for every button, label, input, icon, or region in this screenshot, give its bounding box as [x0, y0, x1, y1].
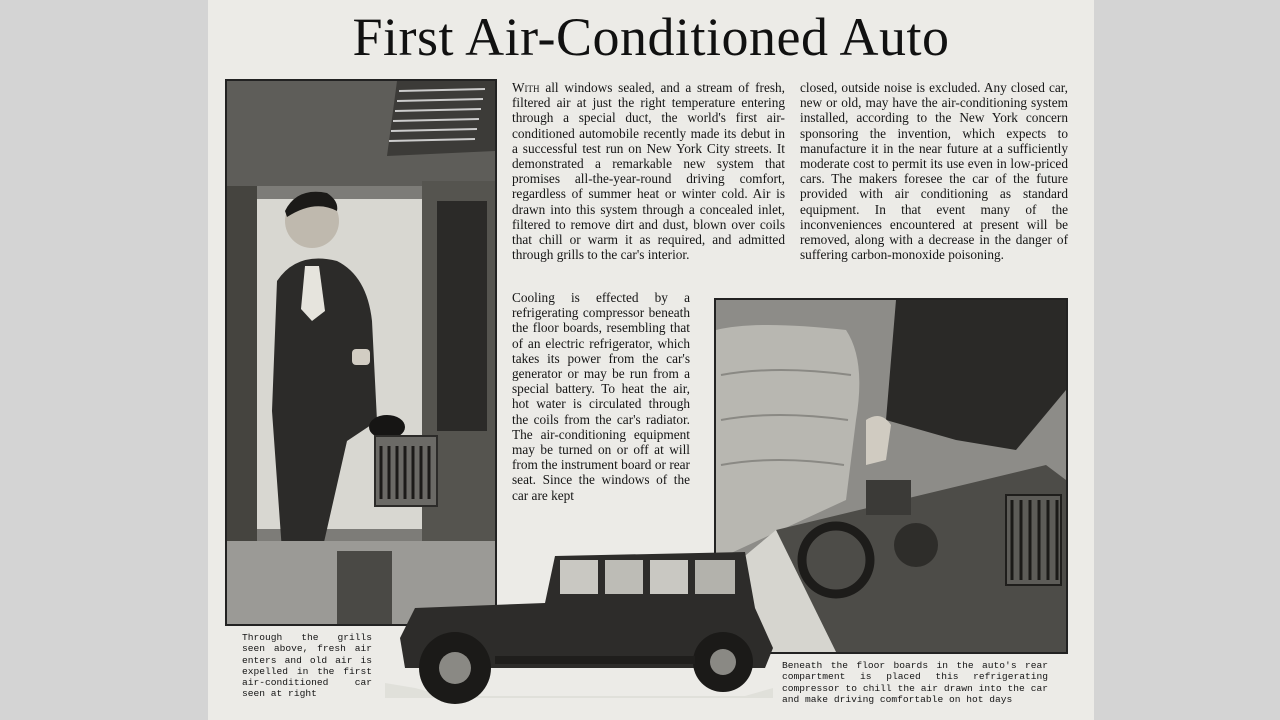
- lead-word: With: [512, 80, 540, 95]
- photo-man-with-grill: [225, 79, 497, 626]
- photo-automobile: [385, 548, 775, 708]
- magazine-page: [208, 0, 1094, 720]
- body-column-2: [800, 80, 1068, 262]
- article-title: First Air-Conditioned Auto: [352, 7, 950, 67]
- caption-right: Beneath the floor boards in the auto's rear compartment is placed this refrigerating compressor to chill the air drawn into the car and make driving comfortable on hot days: [782, 660, 1048, 705]
- caption-left: Through the grills seen above, fresh air enters and old air is expelled in the first air-conditioned car seen at right: [242, 632, 372, 700]
- column-1b-text: Cooling is effected by a refrigerating compressor beneath the floor boards, resembling that of an electric refrigerator, which takes its power from the car's generator or may be run from a special battery. To heat the air, hot water is circulated through the coils from the car's radiator. The air-conditioning equipment may be turned on or off at will from the instrument board or rear seat. Since the windows of the car are kept: [512, 290, 690, 503]
- column-2-text: closed, outside noise is excluded. Any closed car, new or old, may have the air-conditioning system installed, according to the New York concern sponsoring the invention, which expects to manufacture it in the near future at a sufficiently moderate cost to permit its use even in low-priced cars. The makers foresee the car of the future provided with air conditioning as standard equipment. In that event many of the inconveniences encountered at present will be removed, along with a decrease in the danger of suffering carbon-monoxide poisoning.: [800, 80, 1068, 263]
- column-1-text: all windows sealed, and a stream of fresh, filtered air at just the right temperature entering through a special duct, the world's first air-conditioned automobile recently made its debut in a successful test run on New York City streets. It demonstrated a remarkable new system that promises all-the-year-round driving comfort, regardless of summer heat or winter cold. Air is drawn into this system through a concealed inlet, filtered to remove dirt and dust, blown over coils that chill or warm it as required, and admitted through grills to the car's interior.: [512, 80, 785, 263]
- body-column-1: [512, 80, 785, 262]
- body-column-1-continued: [512, 290, 690, 503]
